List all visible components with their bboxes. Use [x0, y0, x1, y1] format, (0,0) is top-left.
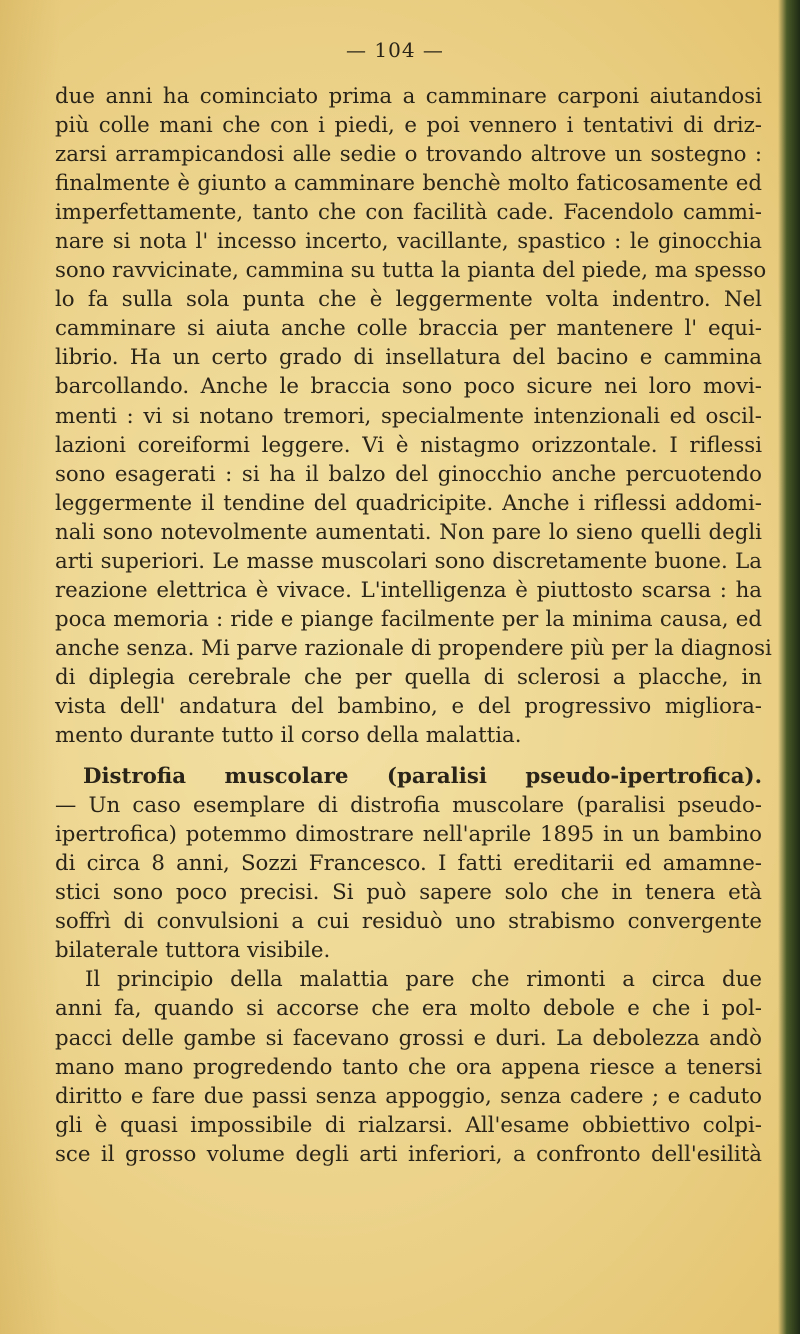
section-heading: Distrofia muscolare (paralisi pseudo-ipertrofica).: [83, 764, 762, 790]
text-line: nare si nota l' incesso incerto, vacillante, spastico : le ginocchia: [55, 229, 762, 255]
text-line: anni fa, quando si accorse che era molto debole e che i pol-: [55, 996, 762, 1022]
section-distrofia: [55, 762, 762, 965]
text-line: sono ravvicinate, cammina su tutta la pianta del piede, ma spesso: [55, 258, 767, 284]
text-line: di circa 8 anni, Sozzi Francesco. I fatti ereditarii ed amamne-: [55, 851, 762, 877]
text-line: finalmente è giunto a camminare benchè molto faticosamente ed: [55, 171, 762, 197]
text-line: reazione elettrica è vivace. L'intelligenza è piuttosto scarsa : ha: [55, 577, 762, 603]
page-edge-shadow: [778, 0, 800, 1334]
text-line: sono esagerati : si ha il balzo del ginocchio anche percuotendo: [55, 461, 762, 487]
text-line: menti : vi si notano tremori, specialmente intenzionali ed oscil-: [55, 403, 762, 429]
text-line: stici sono poco precisi. Si può sapere solo che in tenera età: [55, 880, 762, 906]
text-line: mano mano progredendo tanto che ora appena riesce a tenersi: [55, 1054, 762, 1080]
text-line: pacci delle gambe si facevano grossi e duri. La debolezza andò: [55, 1025, 762, 1051]
text-line: arti superiori. Le masse muscolari sono discretamente buone. La: [55, 548, 762, 574]
page-number-header: — 104 —: [346, 38, 444, 62]
paragraph-gap: [55, 750, 762, 762]
text-line: Il principio della malattia pare che rimonti a circa due: [85, 967, 762, 993]
text-line: anche senza. Mi parve razionale di propendere più per la diagnosi: [55, 635, 772, 661]
text-line: leggermente il tendine del quadricipite. Anche i riflessi addomi-: [55, 490, 762, 516]
text-line: — Un caso esemplare di distrofia muscolare (paralisi pseudo-: [55, 793, 762, 819]
text-line: gli è quasi impossibile di rialzarsi. All'esame obbiettivo colpi-: [55, 1112, 762, 1138]
text-line: sce il grosso volume degli arti inferiori, a confronto dell'esilità: [55, 1141, 762, 1167]
text-line: camminare si aiuta anche colle braccia per mantenere l' equi-: [55, 316, 762, 342]
paragraph-1: [55, 82, 772, 750]
text-line: più colle mani che con i piedi, e poi vennero i tentativi di driz-: [55, 113, 762, 139]
paragraph-3: [55, 965, 762, 1168]
text-line: mento durante tutto il corso della malattia.: [55, 723, 522, 749]
text-line: bilaterale tuttora visibile.: [55, 938, 331, 964]
text-line: due anni ha cominciato prima a camminare carponi aiutandosi: [55, 84, 762, 109]
text-line: ipertrofica) potemmo dimostrare nell'aprile 1895 in un bambino: [55, 822, 762, 848]
text-line: diritto e fare due passi senza appoggio, senza cadere ; e caduto: [55, 1083, 762, 1109]
text-line: vista dell' andatura del bambino, e del progressivo migliora-: [55, 693, 762, 719]
text-line: zarsi arrampicandosi alle sedie o trovando altrove un sostegno :: [55, 142, 762, 168]
body-text: [55, 82, 772, 1169]
text-line: imperfettamente, tanto che con facilità cade. Facendolo cammi-: [55, 200, 762, 226]
text-line: lo fa sulla sola punta che è leggermente volta indentro. Nel: [55, 287, 762, 313]
text-line: barcollando. Anche le braccia sono poco sicure nei loro movi-: [55, 374, 762, 400]
text-line: lazioni coreiformi leggere. Vi è nistagmo orizzontale. I riflessi: [55, 432, 762, 458]
text-line: poca memoria : ride e piange facilmente per la minima causa, ed: [55, 606, 762, 632]
text-line: di diplegia cerebrale che per quella di sclerosi a placche, in: [55, 664, 762, 690]
text-line: soffrì di convulsioni a cui residuò uno strabismo convergente: [55, 909, 762, 935]
text-line: nali sono notevolmente aumentati. Non pare lo sieno quelli degli: [55, 519, 762, 545]
text-line: librio. Ha un certo grado di insellatura del bacino e cammina: [55, 345, 762, 371]
